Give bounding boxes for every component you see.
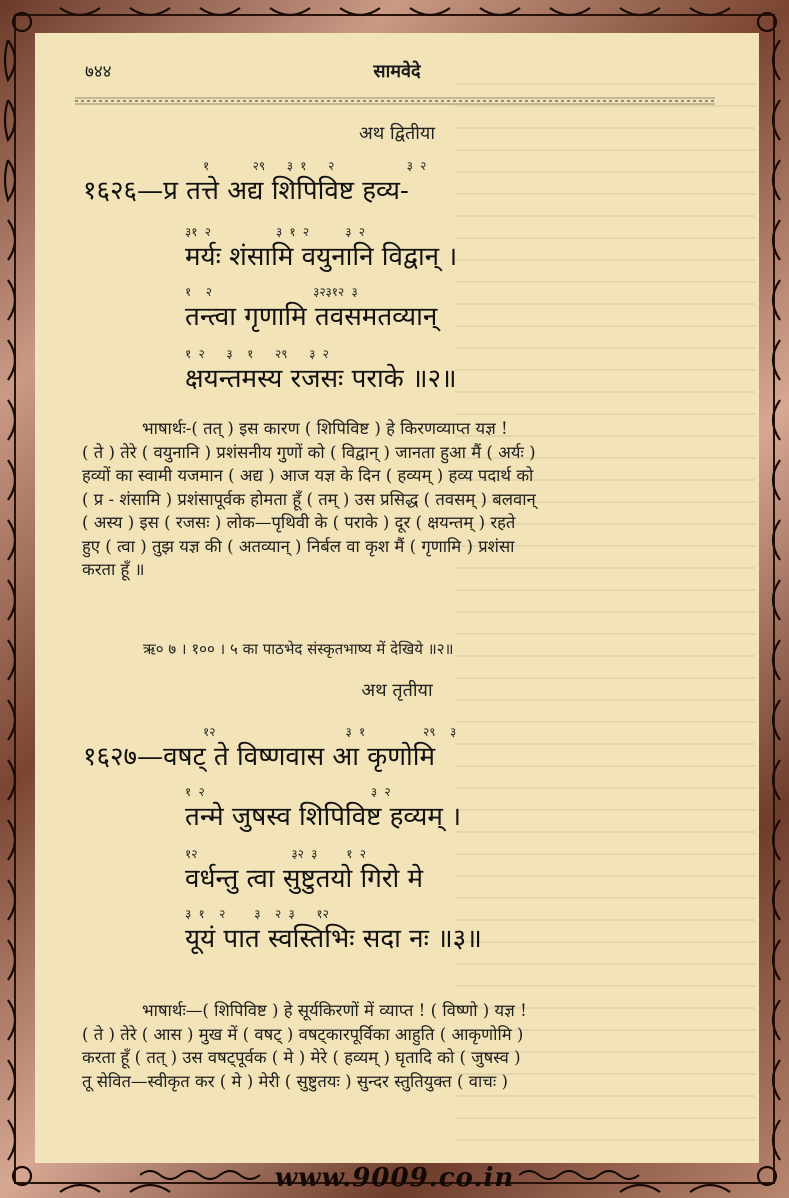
meaning-line: करता हूँ ॥ bbox=[82, 560, 145, 579]
verse-line: तन्त्वा गृणामि तवसमतव्यान् bbox=[185, 302, 438, 332]
verse-line: वर्धन्तु त्वा सुष्टुतयो गिरो मे bbox=[185, 864, 424, 894]
verse-line: मर्यः शंसामि वयुनानि विद्वान् । bbox=[185, 242, 458, 272]
meaning-line: हव्यों का स्वामी यजमान ( अद्य ) आज यज्ञ के दिन ( हव्यम् ) हव्य पदार्थ को bbox=[82, 466, 534, 485]
section-heading-2: अथ द्वितीया bbox=[358, 123, 435, 144]
page-title: सामवेदे bbox=[373, 61, 421, 82]
accent-marks: १२ ३ १ २९ ३ bbox=[203, 725, 457, 739]
reference-note: ऋ० ७ । १०० । ५ का पाठभेद संस्कृतभाष्य में देखिये ॥२॥ bbox=[143, 640, 454, 658]
meaning-line: ( अस्य ) इस ( रजसः ) लोक—पृथिवी के ( पराके ) दूर ( क्षयन्तम् ) रहते bbox=[82, 513, 516, 532]
footer bbox=[0, 1163, 789, 1198]
right-scroll-icon bbox=[519, 1170, 649, 1180]
page-number: ७४४ bbox=[85, 62, 112, 82]
header-divider bbox=[75, 97, 715, 105]
meaning-line: भाषार्थः-( तत् ) इस कारण ( शिपिविष्ट ) हे किरणव्याप्त यज्ञ ! bbox=[142, 419, 508, 438]
page bbox=[35, 33, 759, 1163]
accent-marks: १ २ ३ १ २९ ३ २ bbox=[185, 347, 329, 361]
meaning-line: तू सेवित—स्वीकृत कर ( मे ) मेरी ( सुष्टुतयः ) सुन्दर स्तुतियुक्त ( वाचः ) bbox=[82, 1071, 508, 1091]
verse-line: तन्मे जुषस्व शिपिविष्ट हव्यम् । bbox=[185, 802, 462, 832]
bleed-through-text bbox=[455, 83, 755, 1143]
page-header bbox=[35, 59, 759, 87]
meaning-paragraph bbox=[82, 417, 722, 582]
meaning-line: भाषार्थः—( शिपिविष्ट ) हे सूर्यकिरणों में व्याप्त ! ( विष्णो ) यज्ञ ! bbox=[142, 1001, 527, 1020]
verse-line: क्षयन्तमस्य रजसः पराके ॥२॥ bbox=[185, 364, 457, 394]
accent-marks: १ २ ३२३१२ ३ bbox=[185, 285, 358, 299]
accent-marks: १ २ ३ २ bbox=[185, 785, 391, 799]
meaning-line: ( ते ) तेरे ( आस ) मुख में ( वषट् ) वषट्कारपूर्विका आहुति ( आकृणोमि ) bbox=[82, 1024, 524, 1044]
verse-line: यूयं पात स्वस्तिभिः सदा नः ॥३॥ bbox=[185, 924, 482, 954]
accent-marks: १ २९ ३ १ २ ३ २ bbox=[203, 159, 427, 173]
verse-line: १६२७—वषट् ते विष्णवास आ कृणोमि bbox=[83, 742, 436, 772]
meaning-line: हुए ( त्वा ) तुझ यज्ञ की ( अतव्यान् ) निर्बल वा कृश मैं ( गृणामि ) प्रशंसा bbox=[82, 536, 515, 556]
meaning-line: ( प्र - शंसामि ) प्रशंसापूर्वक होमता हूँ ( तम् ) उस प्रसिद्ध ( तवसम् ) बलवान् bbox=[82, 489, 536, 509]
meaning-paragraph bbox=[82, 999, 722, 1093]
accent-marks: ३ १ २ ३ २ ३ १२ bbox=[185, 907, 329, 921]
verse-line: १६२६—प्र तत्ते अद्य शिपिविष्ट हव्य- bbox=[83, 176, 409, 206]
meaning-line: ( ते ) तेरे ( वयुनानि ) प्रशंसनीय गुणों को ( विद्वान् ) जानता हुआ मैं ( अर्यः ) bbox=[82, 442, 536, 462]
left-scroll-icon bbox=[140, 1170, 270, 1180]
section-heading-3: अथ तृतीया bbox=[361, 680, 433, 701]
accent-marks: ३१ २ ३ १ २ ३ २ bbox=[185, 225, 365, 239]
website-link[interactable]: www.9009.co.in bbox=[274, 1163, 515, 1193]
meaning-line: करता हूँ ( तत् ) उस वषट्पूर्वक ( मे ) मेरे ( हव्यम् ) घृतादि को ( जुषस्व ) bbox=[82, 1048, 521, 1067]
accent-marks: १२ ३२ ३ १ २ bbox=[185, 847, 366, 861]
